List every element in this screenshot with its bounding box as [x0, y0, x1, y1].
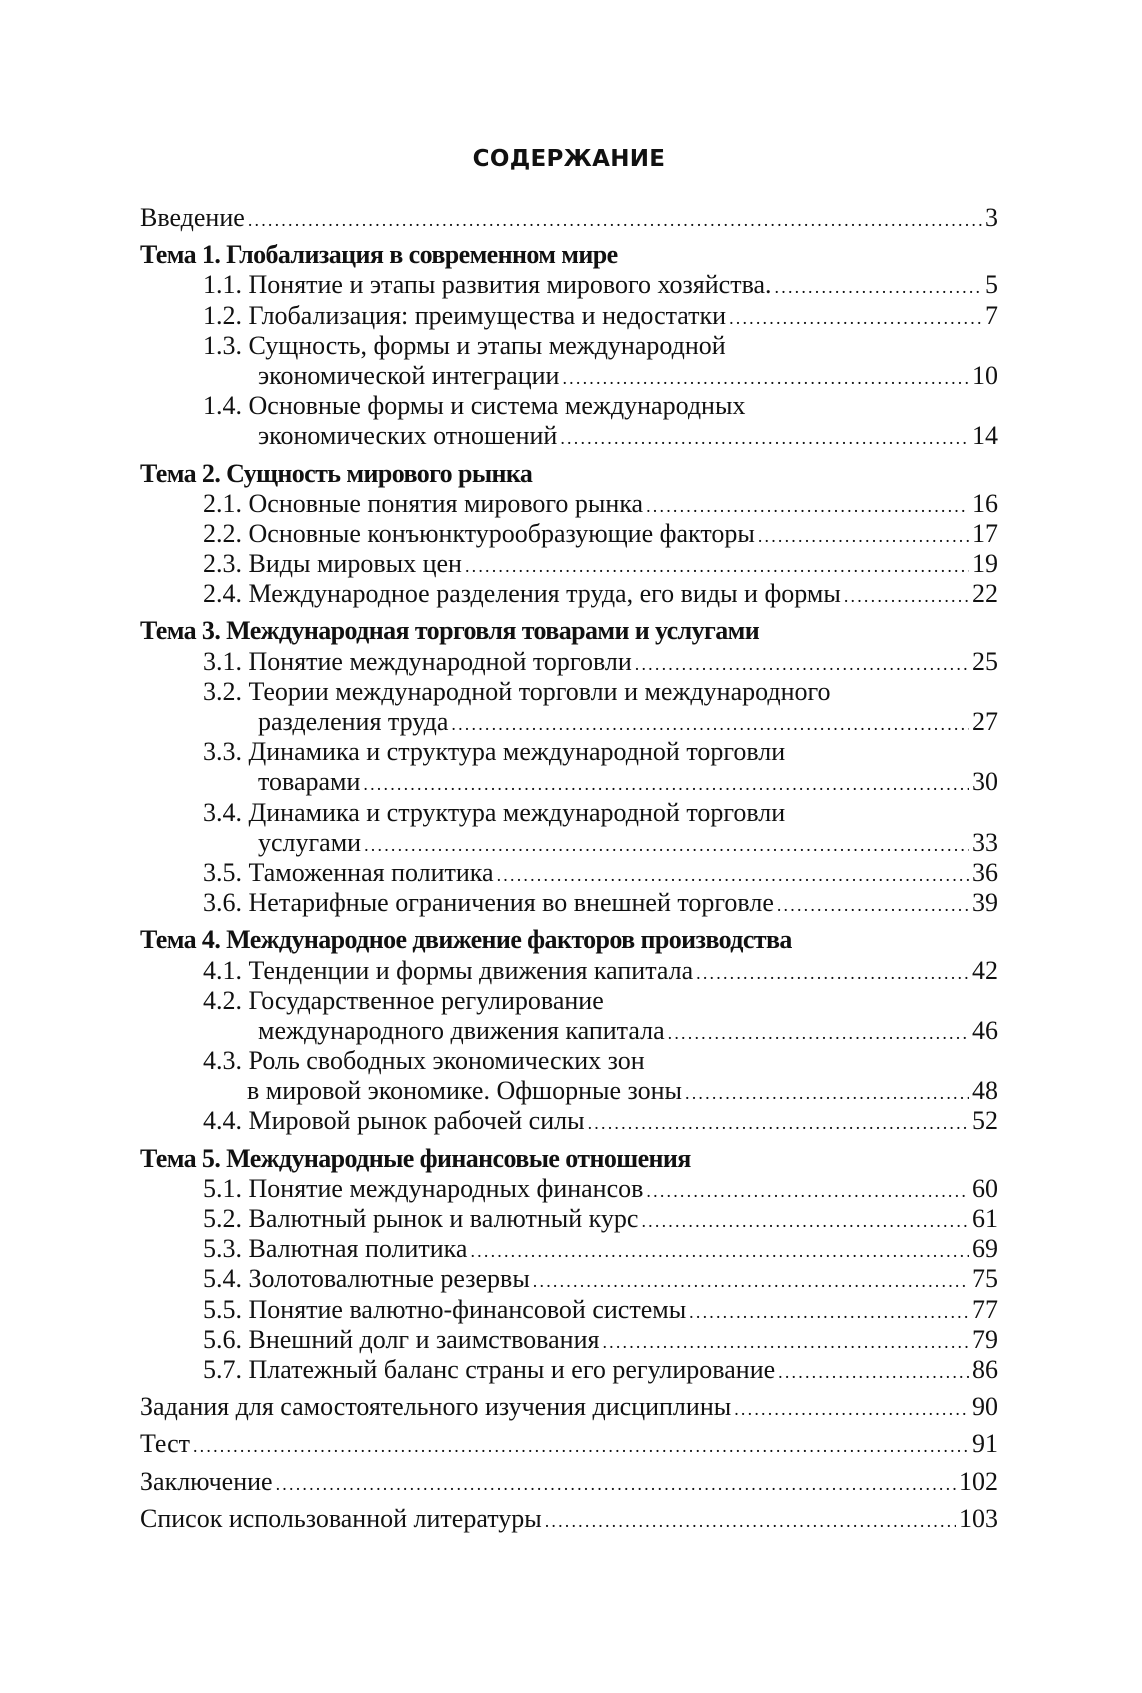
page-number: 52	[972, 1106, 998, 1136]
entry-label: 4.2. Государственное регулирование	[203, 985, 604, 1015]
entry-label: 1.1. Понятие и этапы развития мирового хозяйства.	[203, 270, 772, 300]
dot-leader	[248, 205, 982, 235]
toc-entry-tasks[interactable]	[140, 1392, 998, 1422]
page-number: 7	[985, 300, 998, 330]
page-number: 60	[972, 1173, 998, 1203]
toc-entry-1-1[interactable]	[140, 270, 998, 300]
page-title: СОДЕРЖАНИЕ	[472, 146, 666, 172]
toc-entry-5-7[interactable]	[140, 1355, 998, 1385]
page-number: 86	[972, 1354, 998, 1384]
toc-entry-5-6[interactable]	[140, 1325, 998, 1355]
toc-entry-3-5[interactable]	[140, 858, 998, 888]
toc-entry-3-3-cont[interactable]	[140, 767, 998, 797]
dot-leader	[470, 1236, 969, 1266]
toc-entry-4-3[interactable]	[140, 1046, 998, 1076]
toc-entry-4-4[interactable]	[140, 1106, 998, 1136]
page-number: 46	[972, 1015, 998, 1045]
dot-leader	[734, 1394, 969, 1424]
dot-leader	[685, 1078, 969, 1108]
topic-heading: Тема 1. Глобализация в современном мире	[140, 240, 618, 270]
entry-label: 3.2. Теории международной торговли и международного	[203, 676, 831, 706]
entry-label: 4.4. Мировой рынок рабочей силы	[203, 1106, 585, 1136]
toc-entry-2-3[interactable]	[140, 549, 998, 579]
page-number: 48	[972, 1076, 998, 1106]
entry-label: 5.2. Валютный рынок и валютный курс	[203, 1204, 639, 1233]
entry-label: международного движения капитала	[258, 1015, 665, 1045]
page-number: 42	[972, 955, 998, 985]
dot-leader	[641, 1206, 969, 1236]
dot-leader	[635, 649, 969, 679]
entry-label: товарами	[258, 767, 361, 797]
toc-entry-intro[interactable]	[140, 203, 998, 233]
toc-entry-3-1[interactable]	[140, 647, 998, 677]
page-number: 22	[972, 579, 998, 609]
toc-entry-3-3[interactable]	[140, 737, 998, 767]
page-number: 39	[972, 888, 998, 918]
entry-label: 5.3. Валютная политика	[203, 1234, 468, 1264]
toc-entry-1-2[interactable]	[140, 301, 998, 331]
dot-leader	[533, 1266, 969, 1296]
page-number: 14	[972, 421, 998, 451]
topic-heading: Тема 5. Международные финансовые отношения	[140, 1143, 691, 1173]
table-of-contents	[140, 203, 998, 1534]
dot-leader	[451, 709, 969, 739]
toc-entry-1-3-cont[interactable]	[140, 361, 998, 391]
entry-label: 1.4. Основные формы и система международных	[203, 391, 746, 421]
dot-leader	[729, 303, 982, 333]
page-number: 16	[972, 488, 998, 518]
entry-label: 3.4. Динамика и структура международной торговли	[203, 797, 786, 827]
entry-label: 5.4. Золотовалютные резервы	[203, 1264, 530, 1294]
entry-label: Задания для самостоятельного изучения дисциплины	[140, 1392, 732, 1422]
page-number: 10	[972, 360, 998, 390]
toc-entry-4-2[interactable]	[140, 986, 998, 1016]
toc-entry-1-4-cont[interactable]	[140, 421, 998, 451]
dot-leader	[364, 830, 969, 860]
entry-label: 2.1. Основные понятия мирового рынка	[203, 488, 644, 518]
entry-label: услугами	[258, 827, 362, 857]
topic-heading: Тема 4. Международное движение факторов производства	[140, 925, 792, 955]
page-number: 90	[972, 1392, 998, 1422]
entry-label: 4.1. Тенденции и формы движения капитала	[203, 955, 694, 985]
toc-entry-3-2[interactable]	[140, 677, 998, 707]
toc-entry-5-4[interactable]	[140, 1264, 998, 1294]
entry-label: 2.3. Виды мировых цен	[203, 549, 462, 579]
toc-entry-2-1[interactable]	[140, 489, 998, 519]
page-number: 36	[972, 857, 998, 887]
entry-label: Введение	[140, 203, 245, 232]
toc-entry-5-5[interactable]	[140, 1295, 998, 1325]
toc-entry-5-3[interactable]	[140, 1234, 998, 1264]
page-number: 27	[972, 707, 998, 736]
dot-leader	[276, 1469, 956, 1499]
toc-entry-2-2[interactable]	[140, 519, 998, 549]
entry-label: 1.3. Сущность, формы и этапы международной	[203, 330, 726, 360]
toc-entry-4-1[interactable]	[140, 956, 998, 986]
toc-entry-conclusion[interactable]	[140, 1467, 998, 1497]
entry-label: 2.4. Международное разделения труда, его виды и формы	[203, 579, 841, 609]
dot-leader	[775, 272, 982, 302]
entry-label: 5.7. Платежный баланс страны и его регулирование	[203, 1354, 776, 1384]
entry-label: Заключение	[140, 1466, 273, 1496]
toc-topic-3	[140, 616, 998, 646]
page-number: 5	[985, 270, 998, 300]
page-number: 69	[972, 1234, 998, 1264]
page-number: 103	[959, 1503, 998, 1533]
toc-entry-1-3[interactable]	[140, 331, 998, 361]
dot-leader	[668, 1018, 969, 1048]
toc-entry-3-2-cont[interactable]	[140, 707, 998, 737]
page-number: 61	[972, 1204, 998, 1233]
page-number: 3	[985, 203, 998, 232]
toc-entry-2-4[interactable]	[140, 579, 998, 609]
entry-label: разделения труда	[258, 707, 449, 736]
toc-topic-4	[140, 925, 998, 955]
dot-leader	[363, 769, 969, 799]
entry-label: Тест	[140, 1429, 190, 1459]
entry-label: 3.6. Нетарифные ограничения во внешней торговле	[203, 888, 774, 918]
page-number: 79	[972, 1324, 998, 1354]
page-number: 19	[972, 549, 998, 579]
dot-leader	[696, 958, 969, 988]
dot-leader	[689, 1297, 969, 1327]
page-number: 75	[972, 1264, 998, 1294]
entry-label: 5.5. Понятие валютно-финансовой системы	[203, 1294, 687, 1324]
dot-leader	[758, 521, 969, 551]
dot-leader	[844, 581, 969, 611]
entry-label: 3.5. Таможенная политика	[203, 857, 494, 887]
toc-entry-references[interactable]	[140, 1504, 998, 1534]
toc-topic-1	[140, 240, 998, 270]
toc-entry-test[interactable]	[140, 1429, 998, 1459]
page-number: 25	[972, 646, 998, 676]
page-number: 91	[972, 1429, 998, 1459]
dot-leader	[588, 1108, 969, 1138]
toc-entry-3-4[interactable]	[140, 798, 998, 828]
page-number: 17	[972, 518, 998, 548]
dot-leader	[778, 1357, 969, 1387]
dot-leader	[545, 1506, 956, 1536]
dot-leader	[465, 551, 969, 581]
toc-topic-5	[140, 1144, 998, 1174]
dot-leader	[560, 423, 969, 453]
toc-entry-1-4[interactable]	[140, 391, 998, 421]
entry-label: экономической интеграции	[258, 360, 560, 390]
page-number: 102	[959, 1466, 998, 1496]
dot-leader	[646, 1176, 969, 1206]
page-number: 30	[972, 767, 998, 797]
toc-entry-3-6[interactable]	[140, 888, 998, 918]
entry-label: экономических отношений	[258, 421, 558, 451]
dot-leader	[602, 1327, 969, 1357]
entry-label: 5.6. Внешний долг и заимствования	[203, 1324, 600, 1354]
topic-heading: Тема 3. Международная торговля товарами и услугами	[140, 616, 760, 646]
entry-label: Список использованной литературы	[140, 1503, 542, 1533]
entry-label: 4.3. Роль свободных экономических зон	[203, 1046, 645, 1076]
page-number: 33	[972, 827, 998, 857]
entry-label: 3.1. Понятие международной торговли	[203, 646, 632, 676]
dot-leader	[193, 1431, 969, 1461]
dot-leader	[562, 363, 969, 393]
entry-label: 1.2. Глобализация: преимущества и недостатки	[203, 300, 727, 330]
toc-entry-4-2-cont[interactable]	[140, 1016, 998, 1046]
entry-label: 2.2. Основные конъюнктурообразующие факторы	[203, 518, 755, 548]
topic-heading: Тема 2. Сущность мирового рынка	[140, 458, 533, 488]
toc-entry-4-3-cont[interactable]	[140, 1076, 998, 1106]
entry-label: 5.1. Понятие международных финансов	[203, 1173, 644, 1203]
entry-label: в мировой экономике. Офшорные зоны	[247, 1076, 683, 1106]
dot-leader	[646, 491, 969, 521]
dot-leader	[497, 860, 969, 890]
toc-entry-3-4-cont[interactable]	[140, 828, 998, 858]
toc-entry-5-1[interactable]	[140, 1174, 998, 1204]
toc-topic-2	[140, 459, 998, 489]
entry-label: 3.3. Динамика и структура международной торговли	[203, 737, 786, 767]
dot-leader	[777, 890, 969, 920]
page-number: 77	[972, 1294, 998, 1324]
toc-entry-5-2[interactable]	[140, 1204, 998, 1234]
